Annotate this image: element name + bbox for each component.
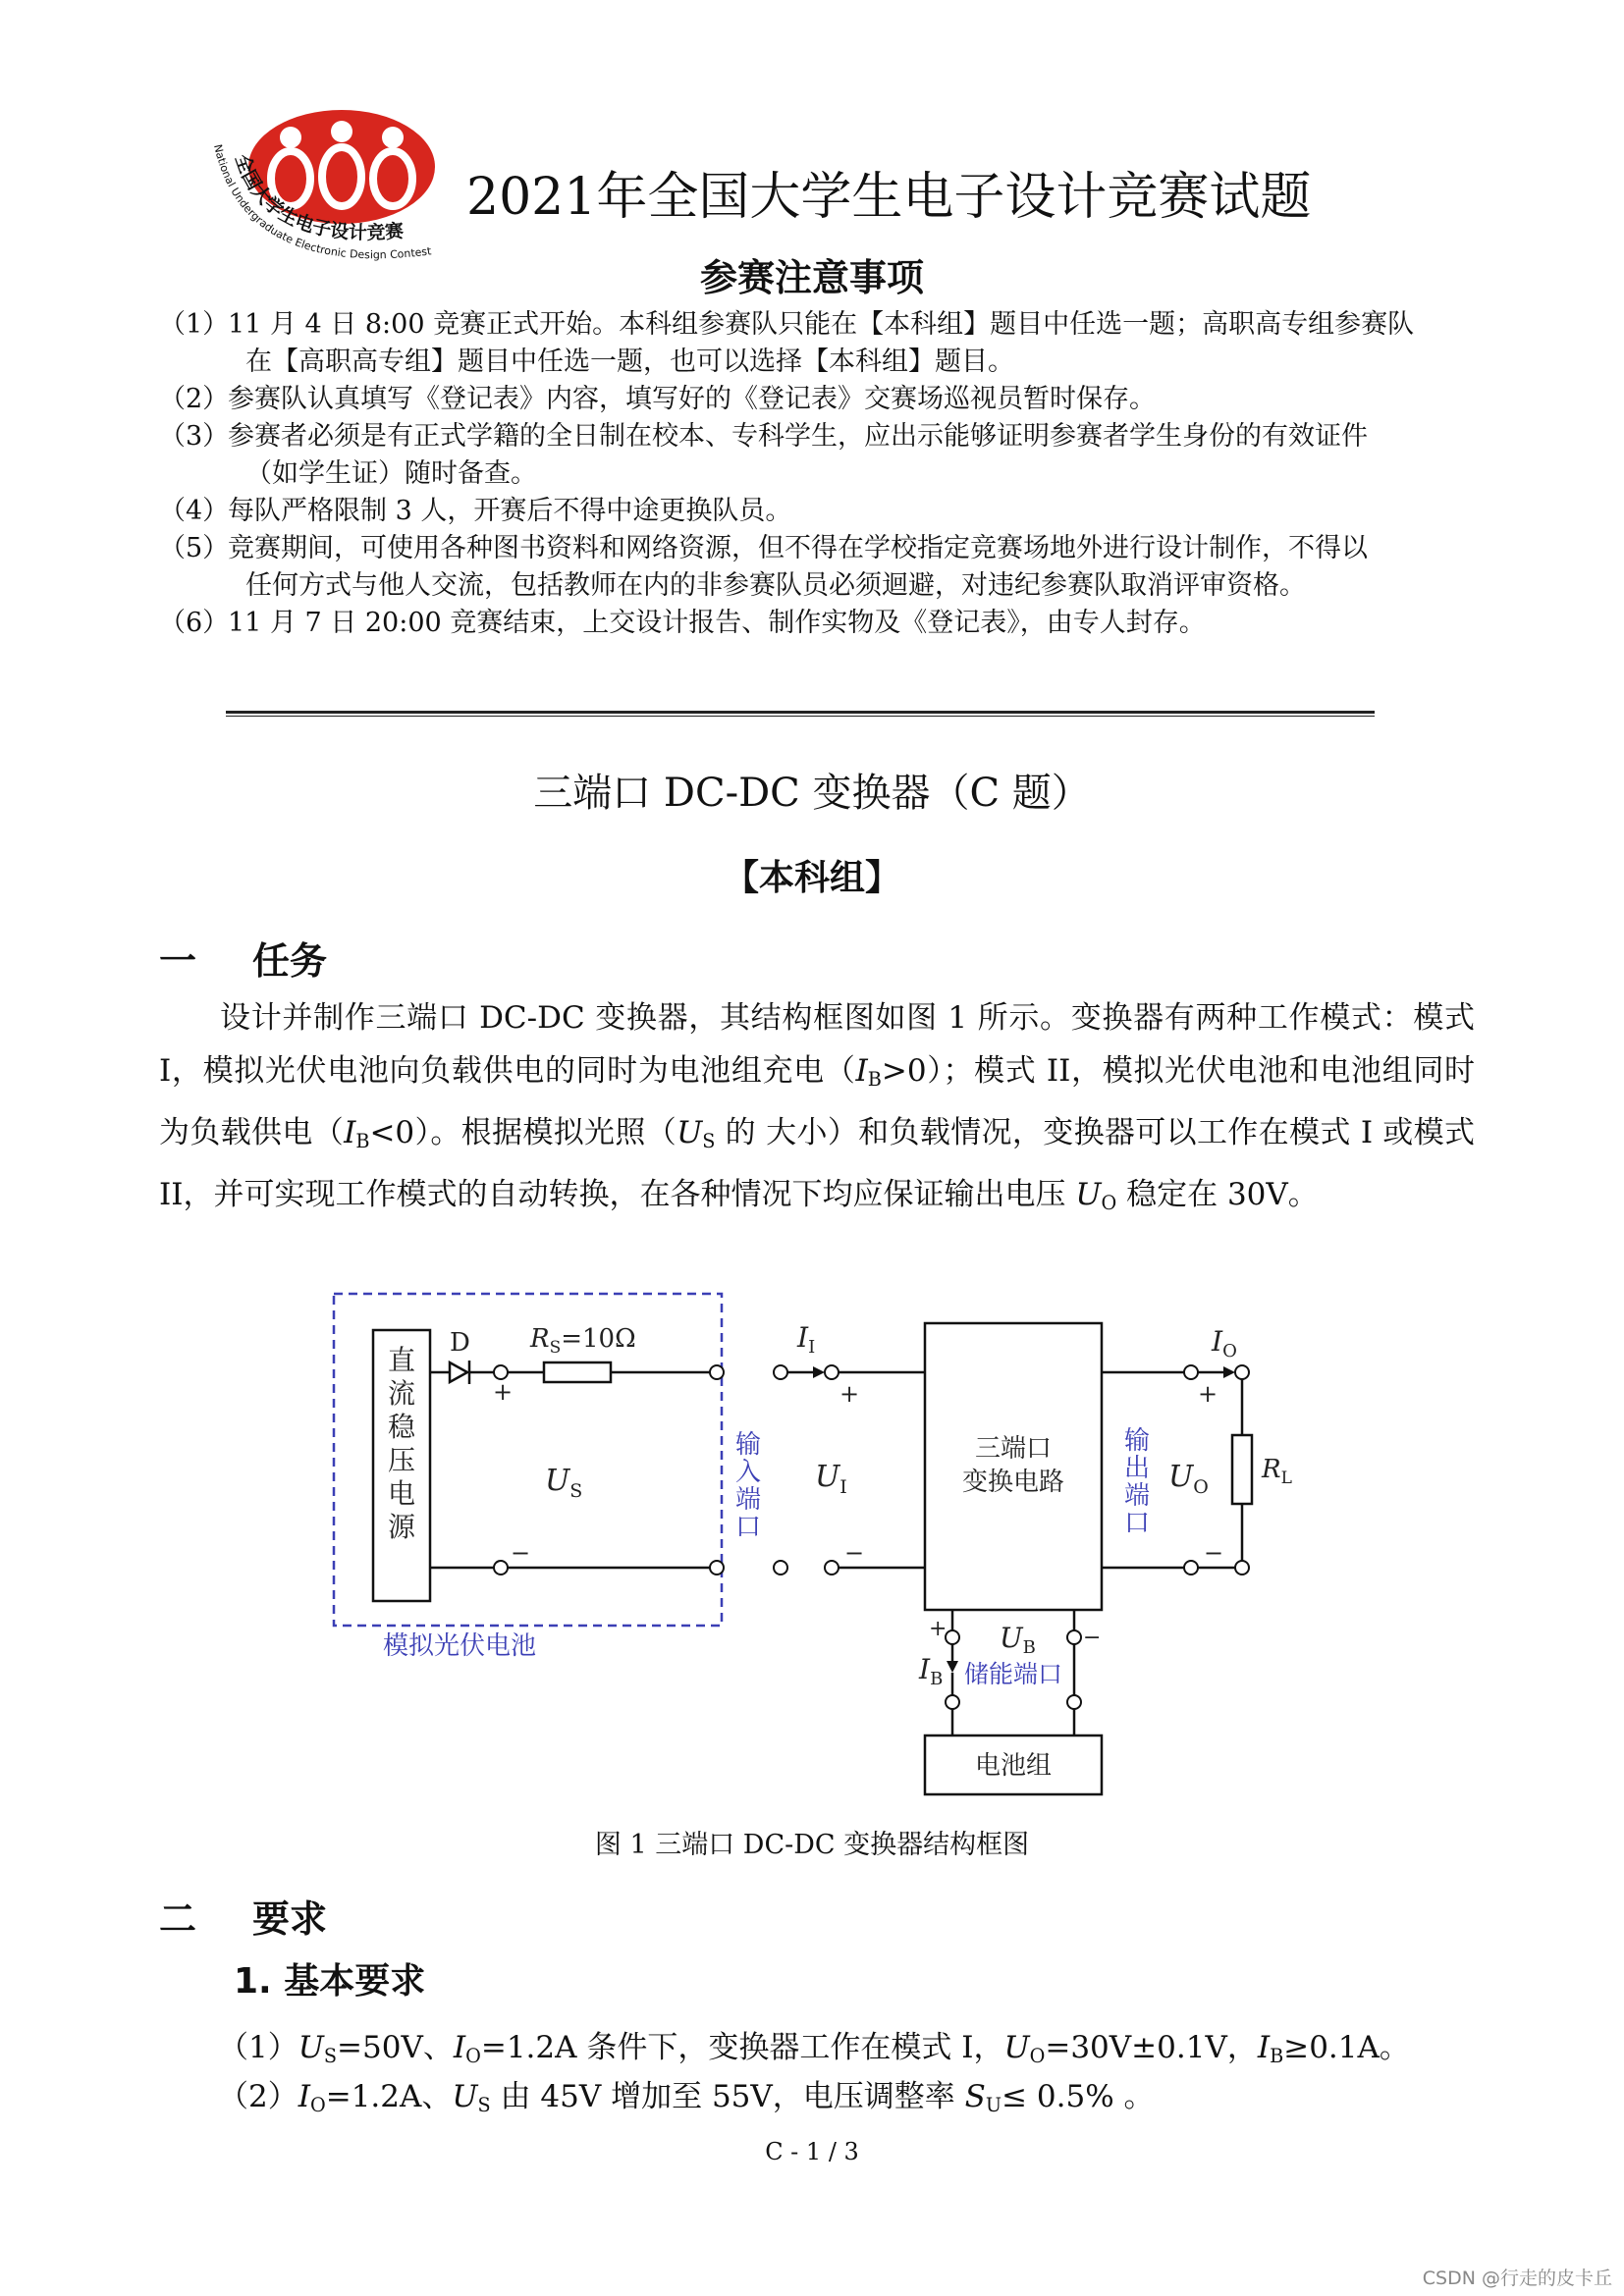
section-heading-task xyxy=(159,931,327,985)
task-text: 稳定在 30V。 xyxy=(1116,1176,1319,1212)
notice-item xyxy=(159,605,1494,642)
sym-sub: O xyxy=(1029,2044,1046,2067)
sym-sub: B xyxy=(867,1067,882,1091)
io-sym: I xyxy=(1212,1325,1223,1358)
notice-item-num: （2） xyxy=(159,384,230,414)
ib-arrow xyxy=(947,1661,958,1673)
sym: U xyxy=(677,1114,703,1150)
subsection-heading: 1. 基本要求 xyxy=(234,1961,426,2002)
converter-label-line1: 三端口 xyxy=(974,1434,1053,1464)
uo-minus: − xyxy=(1204,1539,1224,1567)
rl-sub: L xyxy=(1280,1468,1292,1488)
output-port-char: 出 xyxy=(1123,1454,1151,1483)
sym: U xyxy=(1003,2030,1030,2065)
sym: U xyxy=(1075,1176,1102,1212)
ub-sym: U xyxy=(1000,1622,1023,1654)
uo-sym: U xyxy=(1168,1460,1194,1494)
page-number: C - 1 / 3 xyxy=(765,2138,859,2165)
notice-item-num: （3） xyxy=(159,421,230,452)
notice-item-line: 竞赛期间，可使用各种图书资料和网络资源，但不得在学校指定竞赛场地外进行设计制作，不得以 xyxy=(228,533,1368,563)
notice-item-line: 每队严格限制 3 人，开赛后不得中途更换队员。 xyxy=(228,496,792,526)
notice-item xyxy=(159,381,1494,418)
logo-text-en: National Undergraduate Electronic Design Contest xyxy=(211,142,433,262)
sym: U xyxy=(452,2079,478,2114)
req-text: =1.2A 条件下，变换器工作在模式 I， xyxy=(480,2030,1004,2065)
dc-source-char: 流 xyxy=(387,1377,416,1410)
page-title: 2021年全国大学生电子设计竞赛试题 xyxy=(466,168,1312,227)
io-arrow xyxy=(1223,1366,1235,1378)
output-port-char: 端 xyxy=(1123,1481,1151,1511)
requirement-item: $(2)I_O=1.2A$、$U_S$ 由 45V 增加至 55V，电压调整率 $S_U\le 0.5\%$ 。 xyxy=(218,2079,1155,2116)
watermark: CSDN @行走的皮卡丘 xyxy=(1422,2268,1612,2289)
sym: I xyxy=(453,2030,466,2065)
rs-resistor xyxy=(544,1362,611,1382)
ub-plus: + xyxy=(929,1617,947,1641)
dc-source-char: 压 xyxy=(387,1444,416,1476)
sym-sub: B xyxy=(1270,2044,1284,2067)
us-label xyxy=(545,1464,582,1502)
ib-label xyxy=(918,1653,943,1689)
ui-sym: U xyxy=(815,1460,840,1494)
ui-plus: + xyxy=(839,1380,860,1408)
rl-label xyxy=(1261,1455,1292,1488)
ui-minus: − xyxy=(844,1539,865,1567)
rl-sym: R xyxy=(1262,1455,1281,1484)
section-number: 二 xyxy=(159,1897,197,1941)
ub-minus: − xyxy=(1083,1626,1102,1650)
output-port-char: 输 xyxy=(1123,1426,1151,1456)
req-num: （1） xyxy=(218,2030,298,2065)
section-number: 一 xyxy=(159,939,197,983)
task-text: 的 大小）和负载情况，变换器可以工作在模式 I 或模式 II，并可实现工作模式的自动转换，在各种情况下均应保证输出电压 xyxy=(159,1114,1475,1212)
notice-item-line: 11 月 4 日 8:00 竞赛正式开始。本科组参赛队只能在【本科组】题目中任选一题；高职高专组参赛队 xyxy=(228,309,1415,340)
us-sub: S xyxy=(569,1480,583,1502)
uo-label xyxy=(1168,1460,1209,1498)
input-port-char: 输 xyxy=(734,1430,762,1460)
dc-source-char: 直 xyxy=(387,1344,416,1376)
problem-title: 三端口 DC-DC 变换器（C 题） xyxy=(533,771,1091,816)
storage-port-label: 储能端口 xyxy=(964,1660,1063,1688)
sym: I xyxy=(344,1114,356,1150)
sym-sub: S xyxy=(702,1129,716,1152)
pv-label: 模拟光伏电池 xyxy=(383,1631,537,1661)
rs-sub: S xyxy=(549,1338,562,1358)
ub-label xyxy=(1000,1622,1036,1658)
rs-sym: R xyxy=(530,1324,550,1354)
rl-resistor xyxy=(1232,1435,1252,1504)
uo-plus: + xyxy=(1198,1380,1218,1408)
sym-sub: B xyxy=(355,1129,370,1152)
uo-sub: O xyxy=(1193,1476,1209,1498)
ii-label xyxy=(796,1321,815,1358)
notice-item-line: 11 月 7 日 20:00 竞赛结束，上交设计报告、制作实物及《登记表》，由专人封存。 xyxy=(228,608,1206,638)
us-plus: + xyxy=(493,1378,514,1406)
dc-source-char: 电 xyxy=(387,1477,416,1510)
notice-item-num: （5） xyxy=(159,533,230,563)
notice-item-num: （4） xyxy=(159,496,230,526)
us-minus: − xyxy=(511,1539,531,1567)
req-num: （2） xyxy=(218,2079,298,2114)
sym-sub: S xyxy=(477,2093,491,2116)
sym-sub: S xyxy=(323,2044,338,2067)
us-sym: U xyxy=(545,1464,570,1498)
sym-sub: O xyxy=(309,2093,326,2116)
ib-sym: I xyxy=(919,1653,931,1685)
ii-arrow xyxy=(813,1366,825,1378)
notice-item-num: （6） xyxy=(159,608,230,638)
notice-item xyxy=(159,530,1494,605)
io-label xyxy=(1211,1325,1237,1362)
diode-symbol xyxy=(450,1362,467,1382)
sym-sub: O xyxy=(1101,1191,1117,1214)
section-title: 任务 xyxy=(252,939,328,983)
task-text: <0）。根据模拟光照（ xyxy=(369,1114,677,1150)
req-text: ≥0.1A。 xyxy=(1283,2030,1410,2065)
ii-sub: I xyxy=(808,1337,816,1358)
req-text: =30V±0.1V， xyxy=(1045,2030,1258,2065)
notice-item xyxy=(159,493,1494,530)
ii-sym: I xyxy=(797,1321,809,1354)
logo-text-cn: 全国大学生电子设计竞赛 xyxy=(230,151,406,244)
notice-title: 参赛注意事项 xyxy=(699,256,924,299)
ui-sub: I xyxy=(839,1476,847,1498)
sym: I xyxy=(855,1053,868,1089)
task-text: >0）；模式 II，模拟光伏电池和电池组同时为负载供电（ xyxy=(159,1053,1475,1150)
req-text: =50V、 xyxy=(337,2030,454,2065)
ub-sub: B xyxy=(1022,1637,1036,1658)
output-port-char: 口 xyxy=(1123,1509,1151,1538)
rs-label xyxy=(529,1324,636,1358)
task-text: 设计并制作三端口 DC-DC 变换器，其结构框图如图 1 所示。变换器有两种工作模式：模式 I，模拟光伏电池向负载供电的同时为电池组充电（ xyxy=(159,1000,1475,1089)
diode-label: D xyxy=(450,1328,470,1358)
figure-caption: 图 1 三端口 DC-DC 变换器结构框图 xyxy=(594,1830,1030,1860)
sym: U xyxy=(298,2030,324,2065)
battery-label: 电池组 xyxy=(974,1751,1053,1781)
io-sub: O xyxy=(1222,1341,1237,1362)
group-label: 【本科组】 xyxy=(723,858,900,898)
section-title: 要求 xyxy=(252,1897,328,1941)
rs-value: =10Ω xyxy=(561,1324,636,1354)
req-text: 由 45V 增加至 55V，电压调整率 xyxy=(490,2079,965,2114)
notice-item-line: 参赛者必须是有正式学籍的全日制在校本、专科学生，应出示能够证明参赛者学生身份的有效证件 xyxy=(228,421,1368,452)
notice-item-num: （1） xyxy=(159,309,230,340)
block-diagram xyxy=(324,1276,1306,1826)
notice-item xyxy=(159,418,1494,493)
input-port-char: 口 xyxy=(734,1513,762,1542)
task-paragraph xyxy=(159,991,1475,1229)
input-port-char: 端 xyxy=(734,1485,762,1515)
divider-rule xyxy=(226,711,1375,717)
dc-source-char: 稳 xyxy=(387,1411,416,1443)
req-text: ≤ 0.5% 。 xyxy=(1001,2079,1155,2114)
sym-sub: O xyxy=(465,2044,481,2067)
notice-item xyxy=(159,306,1494,381)
notice-item-line: （如学生证）随时备查。 xyxy=(245,458,537,489)
converter-label-line2: 变换电路 xyxy=(961,1468,1065,1497)
notice-item-line: 任何方式与他人交流，包括教师在内的非参赛队员必须迴避，对违纪参赛队取消评审资格。 xyxy=(245,570,1306,601)
sym: I xyxy=(298,2079,310,2114)
dc-source-char: 源 xyxy=(387,1511,416,1543)
sym: I xyxy=(1257,2030,1271,2065)
section-heading-requirements xyxy=(159,1889,327,1943)
requirement-item xyxy=(218,2022,1410,2067)
ui-label xyxy=(815,1460,847,1498)
converter-box xyxy=(925,1323,1102,1610)
req-text: =1.2A、 xyxy=(325,2079,453,2114)
input-port-char: 入 xyxy=(734,1458,762,1487)
ib-sub: B xyxy=(930,1669,944,1689)
notice-item-line: 在【高职高专组】题目中任选一题，也可以选择【本科组】题目。 xyxy=(245,347,1014,377)
notice-item-line: 参赛队认真填写《登记表》内容，填写好的《登记表》交赛场巡视员暂时保存。 xyxy=(228,384,1156,414)
